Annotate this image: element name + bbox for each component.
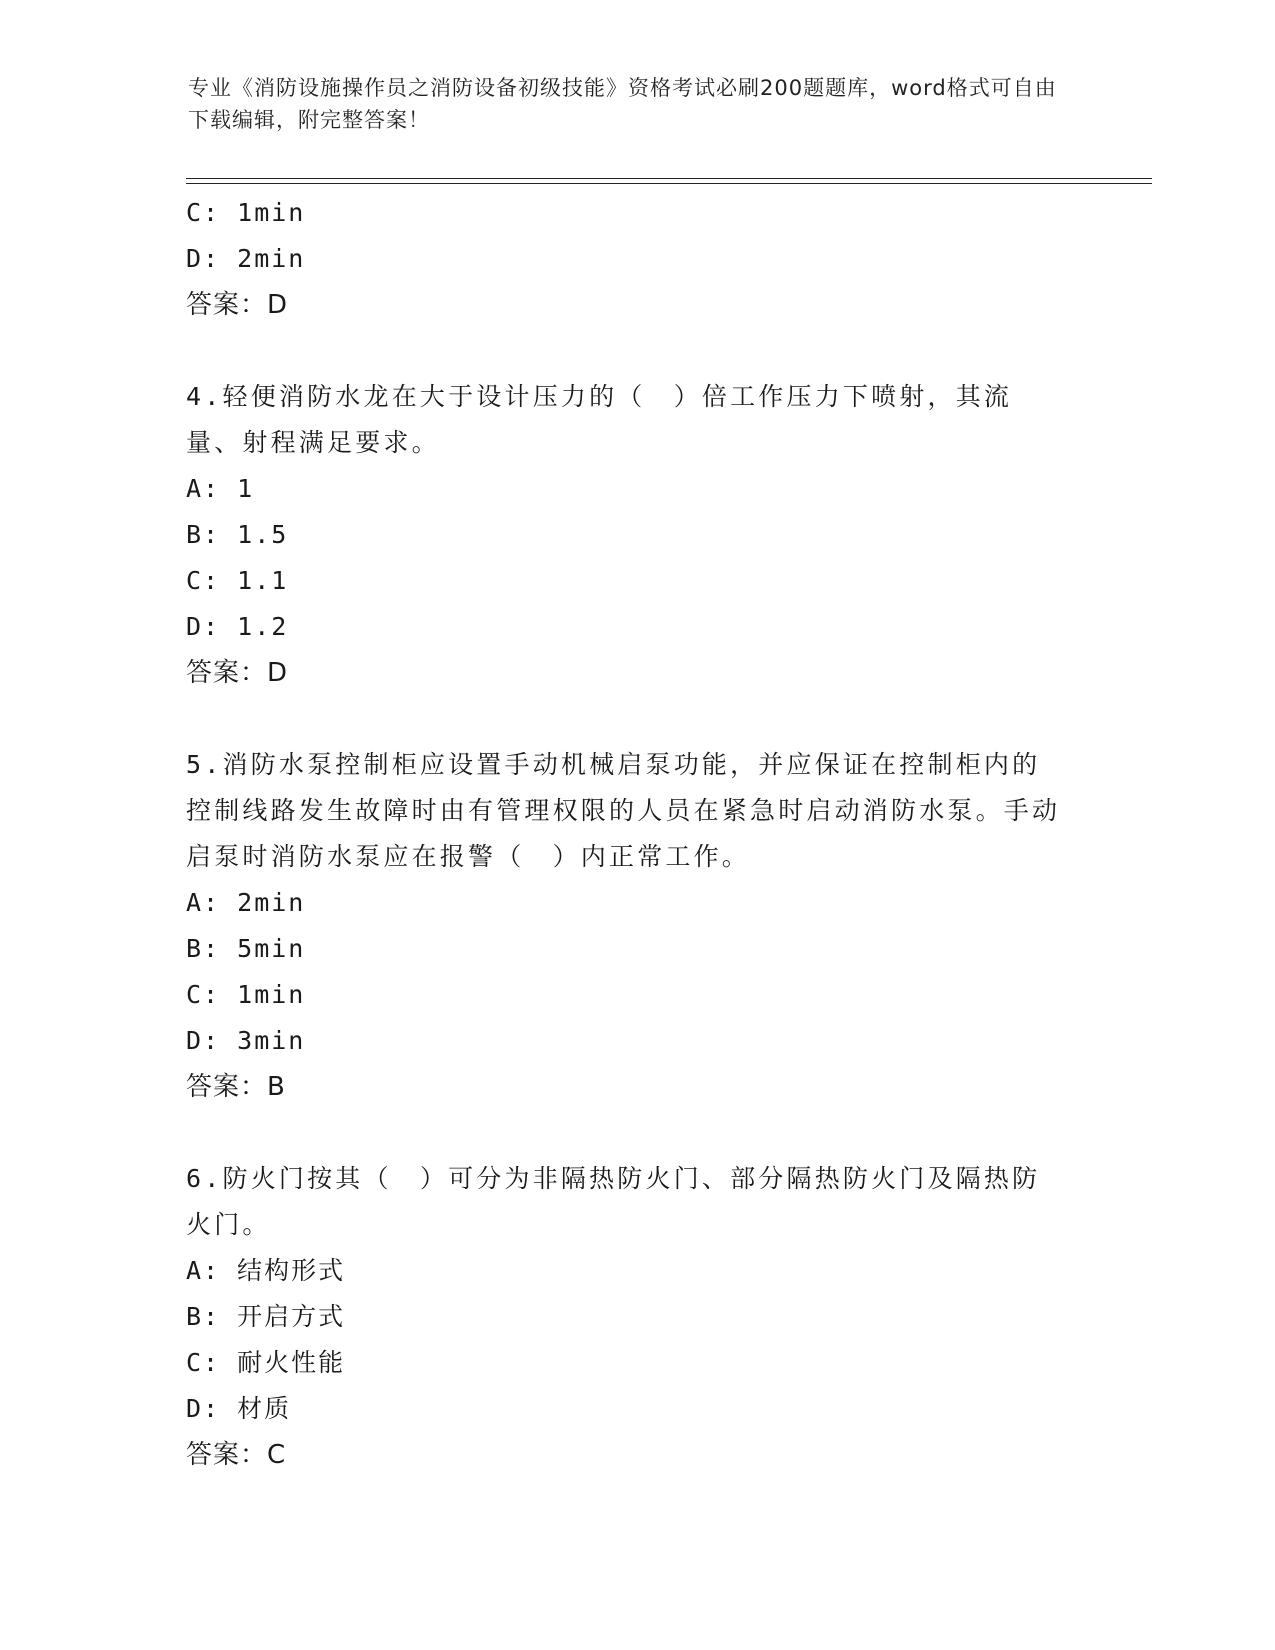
answer-label: 答案：D bbox=[186, 658, 289, 688]
option-c: C: 1.1 bbox=[186, 566, 289, 595]
spacer bbox=[186, 1110, 1066, 1156]
answer-label: 答案：B bbox=[186, 1072, 286, 1102]
question-stem: 4.轻便消防水龙在大于设计压力的（ ）倍工作压力下喷射，其流量、射程满足要求。 bbox=[186, 382, 1013, 457]
header-rule-top bbox=[186, 178, 1152, 179]
option-d: D: 材质 bbox=[186, 1394, 292, 1423]
header-rule-bottom bbox=[186, 183, 1152, 184]
option-b: B: 1.5 bbox=[186, 520, 289, 549]
option-d: D: 3min bbox=[186, 1026, 306, 1055]
option-c: C: 1min bbox=[186, 980, 306, 1009]
option-d: D: 1.2 bbox=[186, 612, 289, 641]
option-b: B: 开启方式 bbox=[186, 1302, 346, 1331]
question-6 bbox=[186, 1156, 1066, 1478]
option-c: C: 耐火性能 bbox=[186, 1348, 346, 1377]
spacer bbox=[186, 696, 1066, 742]
question-stem: 6.防火门按其（ ）可分为非隔热防火门、部分隔热防火门及隔热防火门。 bbox=[186, 1164, 1041, 1239]
question-list bbox=[186, 190, 1066, 1478]
spacer bbox=[186, 328, 1066, 374]
document-header: 专业《消防设施操作员之消防设备初级技能》资格考试必刷200题题库，word格式可自由下载编辑，附完整答案！ bbox=[188, 76, 1057, 132]
option-b: B: 5min bbox=[186, 934, 306, 963]
option-d: D: 2min bbox=[186, 244, 306, 273]
option-a: A: 1 bbox=[186, 474, 255, 503]
option-a: A: 结构形式 bbox=[186, 1256, 346, 1285]
answer-label: 答案：C bbox=[186, 1440, 287, 1470]
question-4 bbox=[186, 374, 1066, 696]
question-stem: 5.消防水泵控制柜应设置手动机械启泵功能，并应保证在控制柜内的控制线路发生故障时由有管理权限的人员在紧急时启动消防水泵。手动启泵时消防水泵应在报警（ ）内正常工作。 bbox=[186, 750, 1061, 871]
answer-label: 答案：D bbox=[186, 290, 289, 320]
question-5 bbox=[186, 742, 1066, 1110]
option-a: A: 2min bbox=[186, 888, 306, 917]
question-3-continued bbox=[186, 190, 1066, 328]
option-c: C: 1min bbox=[186, 198, 306, 227]
